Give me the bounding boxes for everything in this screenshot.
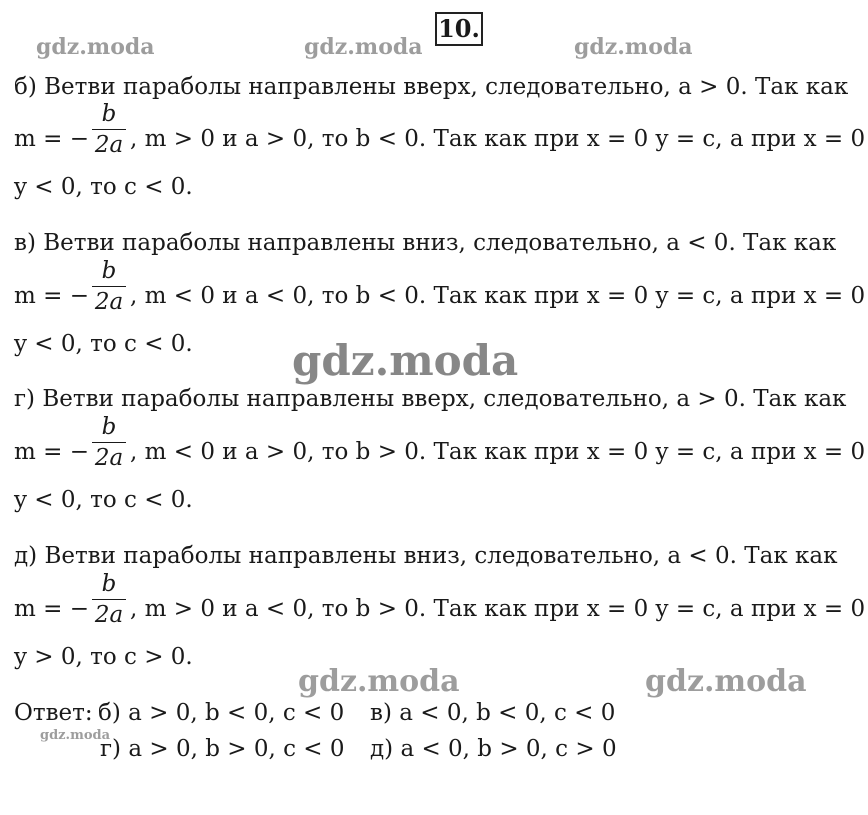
block-b-fraction [92,99,126,160]
fraction-numerator: b [101,258,117,284]
block-d-line2-rhs: , m > 0 и a < 0, то b > 0. Так как при x = 0 y = c, а при x = 0 [130,596,866,622]
block-b-line1: б) Ветви параболы направлены вверх, следовательно, a > 0. Так как [14,74,849,100]
watermark-top-right: gdz.moda [574,34,693,60]
block-b-line2-lhs: m = − [14,126,89,152]
watermark-bottom-center: gdz.moda [298,664,460,699]
block-g-line2-lhs: m = − [14,439,89,465]
block-d-line2-lhs: m = − [14,596,89,622]
block-v-line1: в) Ветви параболы направлены вниз, следовательно, a < 0. Так как [14,230,837,256]
watermark-bottom-right: gdz.moda [645,664,807,699]
block-v-line2-rhs: , m < 0 и a < 0, то b < 0. Так как при x = 0 y = c, а при x = 0 [130,283,866,309]
block-g-line3: y < 0, то c < 0. [14,487,193,513]
block-b-line2-rhs: , m > 0 и a > 0, то b < 0. Так как при x = 0 y = c, а при x = 0 [130,126,866,152]
watermark-small: gdz.moda [40,728,111,743]
fraction-denominator: 2a [94,602,124,628]
answer-v: в) a < 0, b < 0, c < 0 [370,700,616,726]
block-d-line1: д) Ветви параболы направлены вниз, следовательно, a < 0. Так как [14,543,838,569]
watermark-center: gdz.moda [292,336,519,385]
fraction-numerator: b [101,101,117,127]
fraction-denominator: 2a [94,132,124,158]
watermark-top-left: gdz.moda [36,34,155,60]
problem-number: 10. [435,12,483,46]
block-g-line2-rhs: , m < 0 и a > 0, то b > 0. Так как при x = 0 y = c, а при x = 0 [130,439,866,465]
watermark-top-center: gdz.moda [304,34,423,60]
answer-b: б) a > 0, b < 0, c < 0 [98,700,345,726]
fraction-denominator: 2a [94,445,124,471]
answer-d: д) a < 0, b > 0, c > 0 [370,736,617,762]
block-g-fraction [92,412,126,473]
answer-g: г) a > 0, b > 0, c < 0 [100,736,345,762]
block-d-line3: y > 0, то c > 0. [14,644,193,670]
block-b-line3: y < 0, то c < 0. [14,174,193,200]
block-g-line1: г) Ветви параболы направлены вверх, следовательно, a > 0. Так как [14,386,847,412]
block-d-fraction [92,569,126,630]
block-v-fraction [92,256,126,317]
block-v-line2-lhs: m = − [14,283,89,309]
fraction-denominator: 2a [94,289,124,315]
fraction-numerator: b [101,414,117,440]
block-v-line3: y < 0, то c < 0. [14,331,193,357]
fraction-numerator: b [101,571,117,597]
answer-label: Ответ: [14,700,93,726]
